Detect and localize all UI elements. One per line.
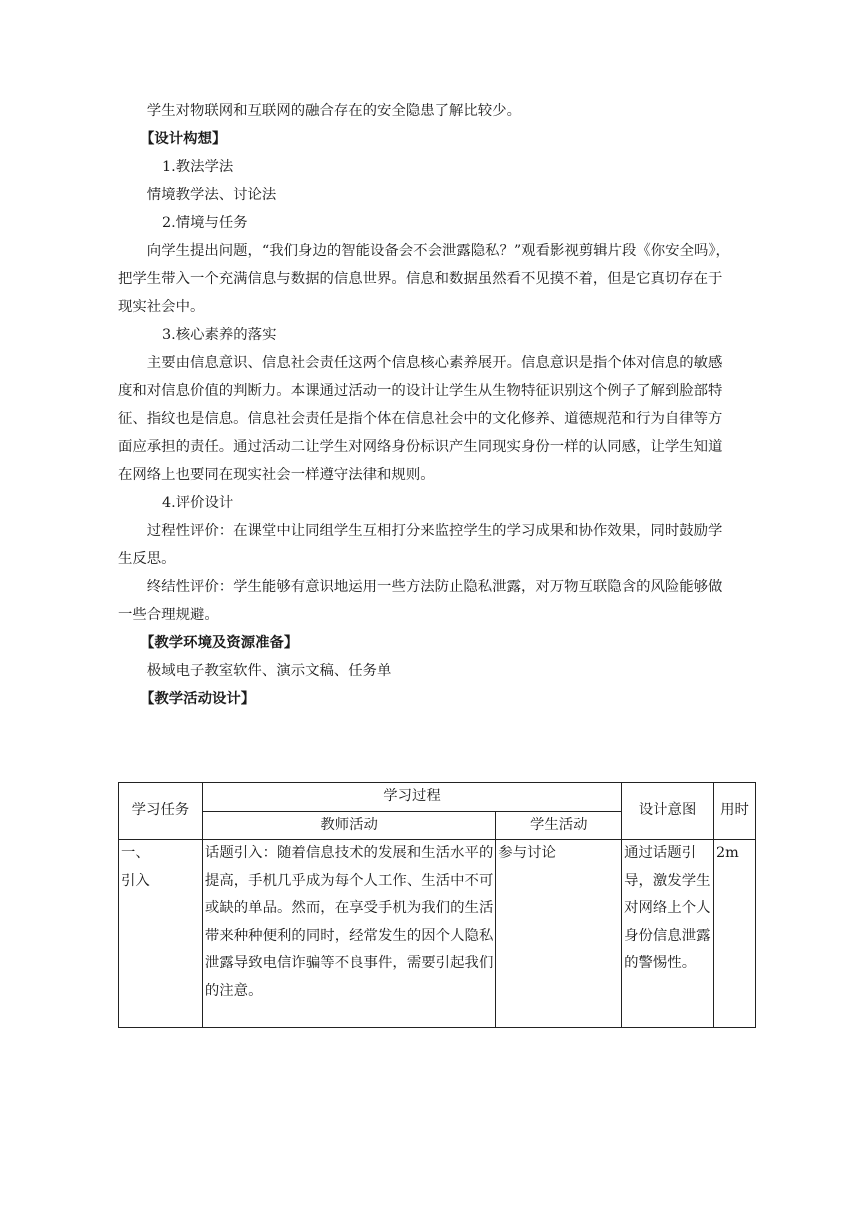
table-row	[119, 840, 756, 1028]
table-header-row	[119, 783, 756, 812]
task-name: 引入	[121, 872, 150, 889]
header-student-activity: 学生活动	[496, 811, 622, 840]
body-text	[118, 97, 734, 713]
cell-time: 2m	[714, 840, 756, 1028]
header-learning-process: 学习过程	[202, 783, 621, 812]
heading-design-concept: 【设计构想】	[140, 130, 227, 147]
subheading-core-literacy: 3.核心素养的落实	[162, 327, 277, 343]
cell-learning-task	[119, 840, 203, 1028]
cell-teacher-activity: 话题引入：随着信息技术的发展和生活水平的提高，手机几乎成为每个人工作、生活中不可或缺的单品。然而，在享受手机为我们的生活带来种种便利的同时，经常发生的因个人隐私泄露导致电信诈骗等不良事件，需要引起我们的注意。	[202, 840, 495, 1028]
heading-environment-resources: 【教学环境及资源准备】	[140, 634, 299, 651]
paragraph-situation-task: 向学生提出问题，“我们身边的智能设备会不会泄露隐私？”观看影视剪辑片段《你安全吗》，把学生带入一个充满信息与数据的信息世界。信息和数据虽然看不见摸不着，但是它真切存在于现实社会中。	[118, 243, 730, 315]
cell-student-activity: 参与讨论	[496, 840, 622, 1028]
paragraph-process-evaluation: 过程性评价：在课堂中让同组学生互相打分来监控学生的学习成果和协作效果，同时鼓励学生反思。	[118, 523, 723, 567]
header-learning-task: 学习任务	[119, 783, 203, 840]
subheading-situation-task: 2.情境与任务	[162, 215, 248, 231]
paragraph-teaching-methods: 情境教学法、讨论法	[146, 187, 277, 203]
header-teacher-activity: 教师活动	[202, 811, 495, 840]
cell-design-intent: 通过话题引导，激发学生对网络上个人身份信息泄露的警惕性。	[622, 840, 714, 1028]
heading-activity-design: 【教学活动设计】	[140, 690, 256, 707]
header-design-intent: 设计意图	[622, 783, 714, 840]
paragraph-summative-evaluation: 终结性评价：学生能够有意识地运用一些方法防止隐私泄露，对万物互联隐含的风险能够做一些合理规避。	[118, 579, 723, 623]
subheading-evaluation: 4.评价设计	[162, 495, 234, 511]
paragraph-intro-remainder: 学生对物联网和互联网的融合存在的安全隐患了解比较少。	[146, 103, 521, 119]
task-number: 一、	[121, 845, 150, 861]
subheading-teaching-methods: 1.教法学法	[162, 159, 234, 175]
header-time: 用时	[714, 783, 756, 840]
paragraph-core-literacy: 主要由信息意识、信息社会责任这两个信息核心素养展开。信息意识是指个体对信息的敏感度和对信息价值的判断力。本课通过活动一的设计让学生从生物特征识别这个例子了解到脸部特征、指纹也是信息。信息社会责任是指个体在信息社会中的文化修养、道德规范和行为自律等方面应承担的责任。通过活动二让学生对网络身份标识产生同现实身份一样的认同感，让学生知道在网络上也要同在现实社会一样遵守法律和规则。	[118, 355, 723, 483]
activity-design-table	[118, 782, 756, 1028]
paragraph-environment-resources: 极域电子教室软件、演示文稿、任务单	[146, 663, 392, 679]
